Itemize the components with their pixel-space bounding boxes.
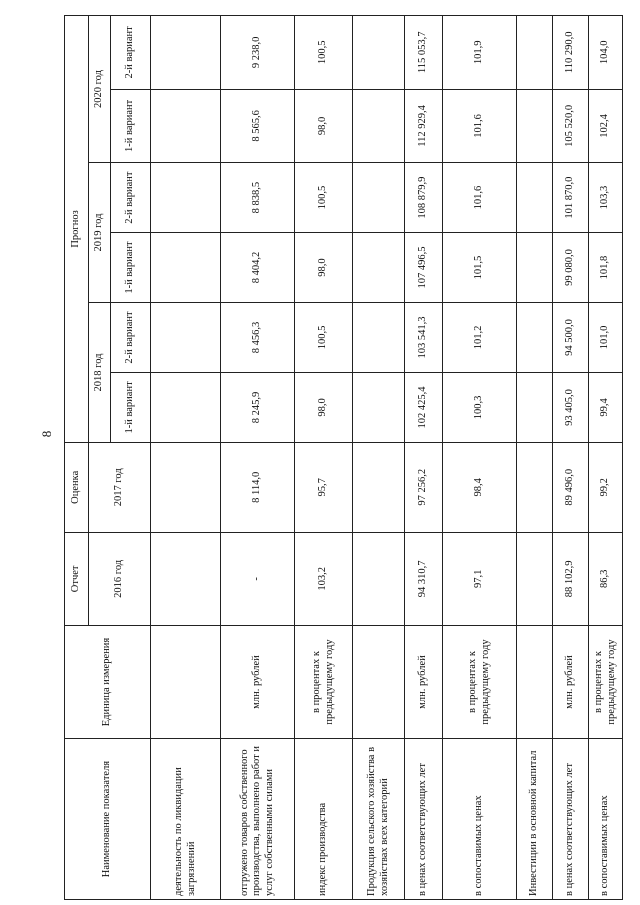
cell-2019-v1 (516, 232, 552, 302)
cell-2020-v2 (150, 15, 220, 89)
header-row-1 (64, 15, 88, 899)
row-unit: в процентах к предыдущему году (442, 625, 516, 738)
cell-2016: 103,2 (294, 532, 352, 625)
header-2020-v2: 2-й вариант (110, 15, 150, 89)
row-unit: млн. рублей (404, 625, 442, 738)
header-estimate: Оценка (64, 442, 88, 532)
cell-2017: 89 496,0 (552, 442, 588, 532)
cell-2016 (352, 532, 404, 625)
cell-2017: 97 256,2 (404, 442, 442, 532)
row-name: в сопоставимых ценах (442, 738, 516, 899)
page-number: 8 (39, 430, 54, 438)
cell-2020-v1 (352, 89, 404, 162)
table-row (294, 15, 352, 899)
cell-2020-v1 (516, 89, 552, 162)
cell-2018-v2 (352, 302, 404, 372)
cell-2019-v2: 103,3 (588, 162, 622, 232)
row-name: Продукция сельского хозяйства в хозяйствах всех категорий (352, 738, 404, 899)
cell-2020-v1: 112 929,4 (404, 89, 442, 162)
cell-2018-v2: 101,2 (442, 302, 516, 372)
cell-2017: 99,2 (588, 442, 622, 532)
cell-2020-v1: 101,6 (442, 89, 516, 162)
cell-2019-v2: 101 870,0 (552, 162, 588, 232)
cell-2018-v1: 93 405,0 (552, 372, 588, 442)
table-container (64, 14, 622, 899)
cell-2020-v2 (516, 15, 552, 89)
header-2020-v1: 1-й вариант (110, 89, 150, 162)
cell-2018-v1 (150, 372, 220, 442)
header-2019: 2019 год (88, 162, 110, 302)
cell-2020-v1: 102,4 (588, 89, 622, 162)
table-row (552, 15, 588, 899)
row-unit: в процентах к предыдущему году (294, 625, 352, 738)
cell-2019-v2 (352, 162, 404, 232)
cell-2016: 94 310,7 (404, 532, 442, 625)
cell-2020-v2: 110 290,0 (552, 15, 588, 89)
cell-2018-v2: 103 541,3 (404, 302, 442, 372)
table-row (588, 15, 622, 899)
row-name: деятельность по ликвидации загрязнений (150, 738, 220, 899)
row-unit: млн. рублей (220, 625, 294, 738)
cell-2018-v1: 99,4 (588, 372, 622, 442)
cell-2019-v2: 100,5 (294, 162, 352, 232)
cell-2020-v2: 104,0 (588, 15, 622, 89)
cell-2018-v1 (352, 372, 404, 442)
cell-2019-v1: 98,0 (294, 232, 352, 302)
cell-2019-v1: 101,5 (442, 232, 516, 302)
table-row (516, 15, 552, 899)
cell-2018-v1: 98,0 (294, 372, 352, 442)
row-unit (352, 625, 404, 738)
cell-2016: - (220, 532, 294, 625)
cell-2019-v1 (352, 232, 404, 302)
header-2018-v2: 2-й вариант (110, 302, 150, 372)
row-name: в ценах соответствующих лет (552, 738, 588, 899)
cell-2020-v2: 9 238,0 (220, 15, 294, 89)
cell-2020-v1 (150, 89, 220, 162)
cell-2018-v2: 94 500,0 (552, 302, 588, 372)
cell-2019-v1: 99 080,0 (552, 232, 588, 302)
cell-2017 (150, 442, 220, 532)
cell-2020-v2: 101,9 (442, 15, 516, 89)
cell-2020-v1: 105 520,0 (552, 89, 588, 162)
header-report: Отчет (64, 532, 88, 625)
table-row (150, 15, 220, 899)
table-row (220, 15, 294, 899)
cell-2018-v2 (150, 302, 220, 372)
table-row (442, 15, 516, 899)
row-unit (516, 625, 552, 738)
row-name: Инвестиции в основной капитал (516, 738, 552, 899)
row-name: в сопоставимых ценах (588, 738, 622, 899)
cell-2018-v2 (516, 302, 552, 372)
cell-2018-v2: 100,5 (294, 302, 352, 372)
cell-2017 (352, 442, 404, 532)
table-row (352, 15, 404, 899)
cell-2016: 88 102,9 (552, 532, 588, 625)
cell-2016: 97,1 (442, 532, 516, 625)
row-name: отгружено товаров собственного производства, выполнено работ и услуг собственными силами (220, 738, 294, 899)
row-name: индекс производства (294, 738, 352, 899)
cell-2019-v1: 8 404,2 (220, 232, 294, 302)
cell-2017: 8 114,0 (220, 442, 294, 532)
cell-2019-v2: 8 838,5 (220, 162, 294, 232)
cell-2018-v2: 101,0 (588, 302, 622, 372)
forecast-table (64, 15, 623, 900)
cell-2016 (516, 532, 552, 625)
cell-2016 (150, 532, 220, 625)
header-2018: 2018 год (88, 302, 110, 442)
header-unit: Единица измерения (64, 625, 150, 738)
header-forecast: Прогноз (64, 15, 88, 442)
header-2016: 2016 год (88, 532, 150, 625)
cell-2019-v1: 101,8 (588, 232, 622, 302)
cell-2017 (516, 442, 552, 532)
cell-2018-v1: 8 245,9 (220, 372, 294, 442)
cell-2019-v2: 101,6 (442, 162, 516, 232)
cell-2019-v2 (150, 162, 220, 232)
row-name: в ценах соответствующих лет (404, 738, 442, 899)
header-2018-v1: 1-й вариант (110, 372, 150, 442)
header-2020: 2020 год (88, 15, 110, 162)
cell-2018-v2: 8 456,3 (220, 302, 294, 372)
cell-2018-v1: 102 425,4 (404, 372, 442, 442)
cell-2020-v2 (352, 15, 404, 89)
header-2019-v2: 2-й вариант (110, 162, 150, 232)
cell-2016: 86,3 (588, 532, 622, 625)
row-unit (150, 625, 220, 738)
header-2019-v1: 1-й вариант (110, 232, 150, 302)
row-unit: в процентах к предыдущему году (588, 625, 622, 738)
header-2017: 2017 год (88, 442, 150, 532)
cell-2019-v2 (516, 162, 552, 232)
cell-2020-v1: 8 565,6 (220, 89, 294, 162)
cell-2018-v1: 100,3 (442, 372, 516, 442)
row-unit: млн. рублей (552, 625, 588, 738)
cell-2019-v1 (150, 232, 220, 302)
cell-2019-v1: 107 496,5 (404, 232, 442, 302)
cell-2018-v1 (516, 372, 552, 442)
cell-2019-v2: 108 879,9 (404, 162, 442, 232)
cell-2020-v2: 115 053,7 (404, 15, 442, 89)
cell-2020-v1: 98,0 (294, 89, 352, 162)
header-name: Наименование показателя (64, 738, 150, 899)
cell-2020-v2: 100,5 (294, 15, 352, 89)
cell-2017: 95,7 (294, 442, 352, 532)
cell-2017: 98,4 (442, 442, 516, 532)
table-row (404, 15, 442, 899)
